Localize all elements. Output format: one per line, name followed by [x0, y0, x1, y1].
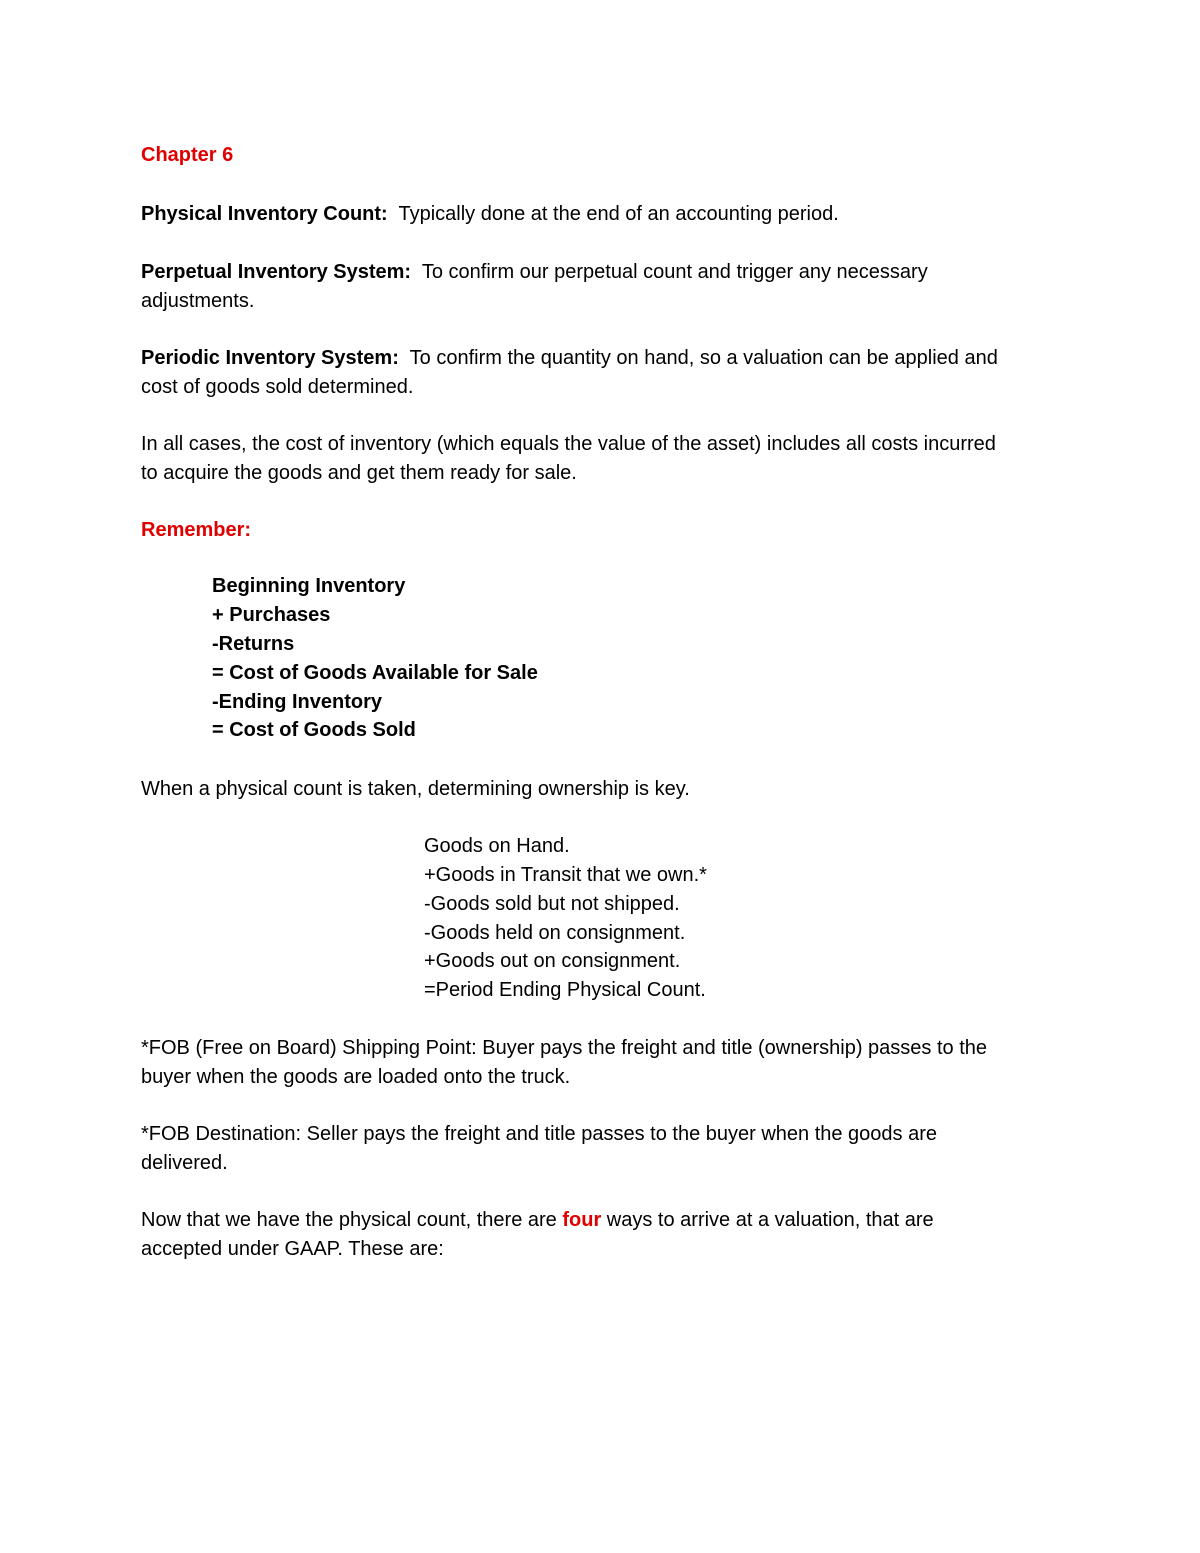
ownership-intro: When a physical count is taken, determining ownership is key.	[141, 778, 690, 800]
valuation-emphasis: four	[562, 1209, 602, 1231]
valuation-line2: accepted under GAAP. These are:	[141, 1238, 444, 1260]
perpetual-text-line1: To confirm our perpetual count and trigger any necessary	[421, 261, 928, 283]
fob-destination-line2: delivered.	[141, 1152, 228, 1174]
periodic-text-line1: To confirm the quantity on hand, so a valuation can be applied and	[409, 347, 998, 369]
perpetual-text-line2: adjustments.	[141, 290, 255, 312]
perpetual-label: Perpetual Inventory System:	[141, 261, 412, 283]
perpetual-paragraph	[141, 258, 928, 286]
physical-count-paragraph	[141, 200, 839, 228]
valuation-line1	[141, 1206, 934, 1234]
count-list-item: +Goods in Transit that we own.*	[424, 864, 707, 886]
physical-count-text: Typically done at the end of an accounting period.	[398, 203, 839, 225]
remember-heading: Remember:	[141, 519, 252, 541]
periodic-paragraph	[141, 344, 998, 372]
chapter-title: Chapter 6	[141, 144, 234, 166]
formula-line: = Cost of Goods Sold	[212, 719, 416, 741]
valuation-text-before: Now that we have the physical count, there are	[141, 1209, 563, 1231]
fob-shipping-line2: buyer when the goods are loaded onto the truck.	[141, 1066, 571, 1088]
fob-shipping-line1: *FOB (Free on Board) Shipping Point: Buyer pays the freight and title (ownership) passes to the	[141, 1037, 987, 1059]
periodic-label: Periodic Inventory System:	[141, 347, 399, 369]
cost-paragraph-line2: to acquire the goods and get them ready for sale.	[141, 462, 577, 484]
physical-count-label: Physical Inventory Count:	[141, 203, 388, 225]
formula-line: + Purchases	[212, 604, 331, 626]
formula-line: = Cost of Goods Available for Sale	[212, 662, 538, 684]
valuation-text-after: ways to arrive at a valuation, that are	[601, 1209, 934, 1231]
formula-line: -Ending Inventory	[212, 691, 382, 713]
count-list-item: Goods on Hand.	[424, 835, 570, 857]
periodic-text-line2: cost of goods sold determined.	[141, 376, 414, 398]
count-list-item: +Goods out on consignment.	[424, 950, 681, 972]
count-list-item: -Goods sold but not shipped.	[424, 893, 680, 915]
count-list-item: =Period Ending Physical Count.	[424, 979, 706, 1001]
fob-destination-line1: *FOB Destination: Seller pays the freight and title passes to the buyer when the goods are	[141, 1123, 938, 1145]
formula-line: -Returns	[212, 633, 295, 655]
count-list-item: -Goods held on consignment.	[424, 922, 686, 944]
formula-line: Beginning Inventory	[212, 575, 406, 597]
cost-paragraph-line1: In all cases, the cost of inventory (which equals the value of the asset) includes all costs incurred	[141, 433, 996, 455]
